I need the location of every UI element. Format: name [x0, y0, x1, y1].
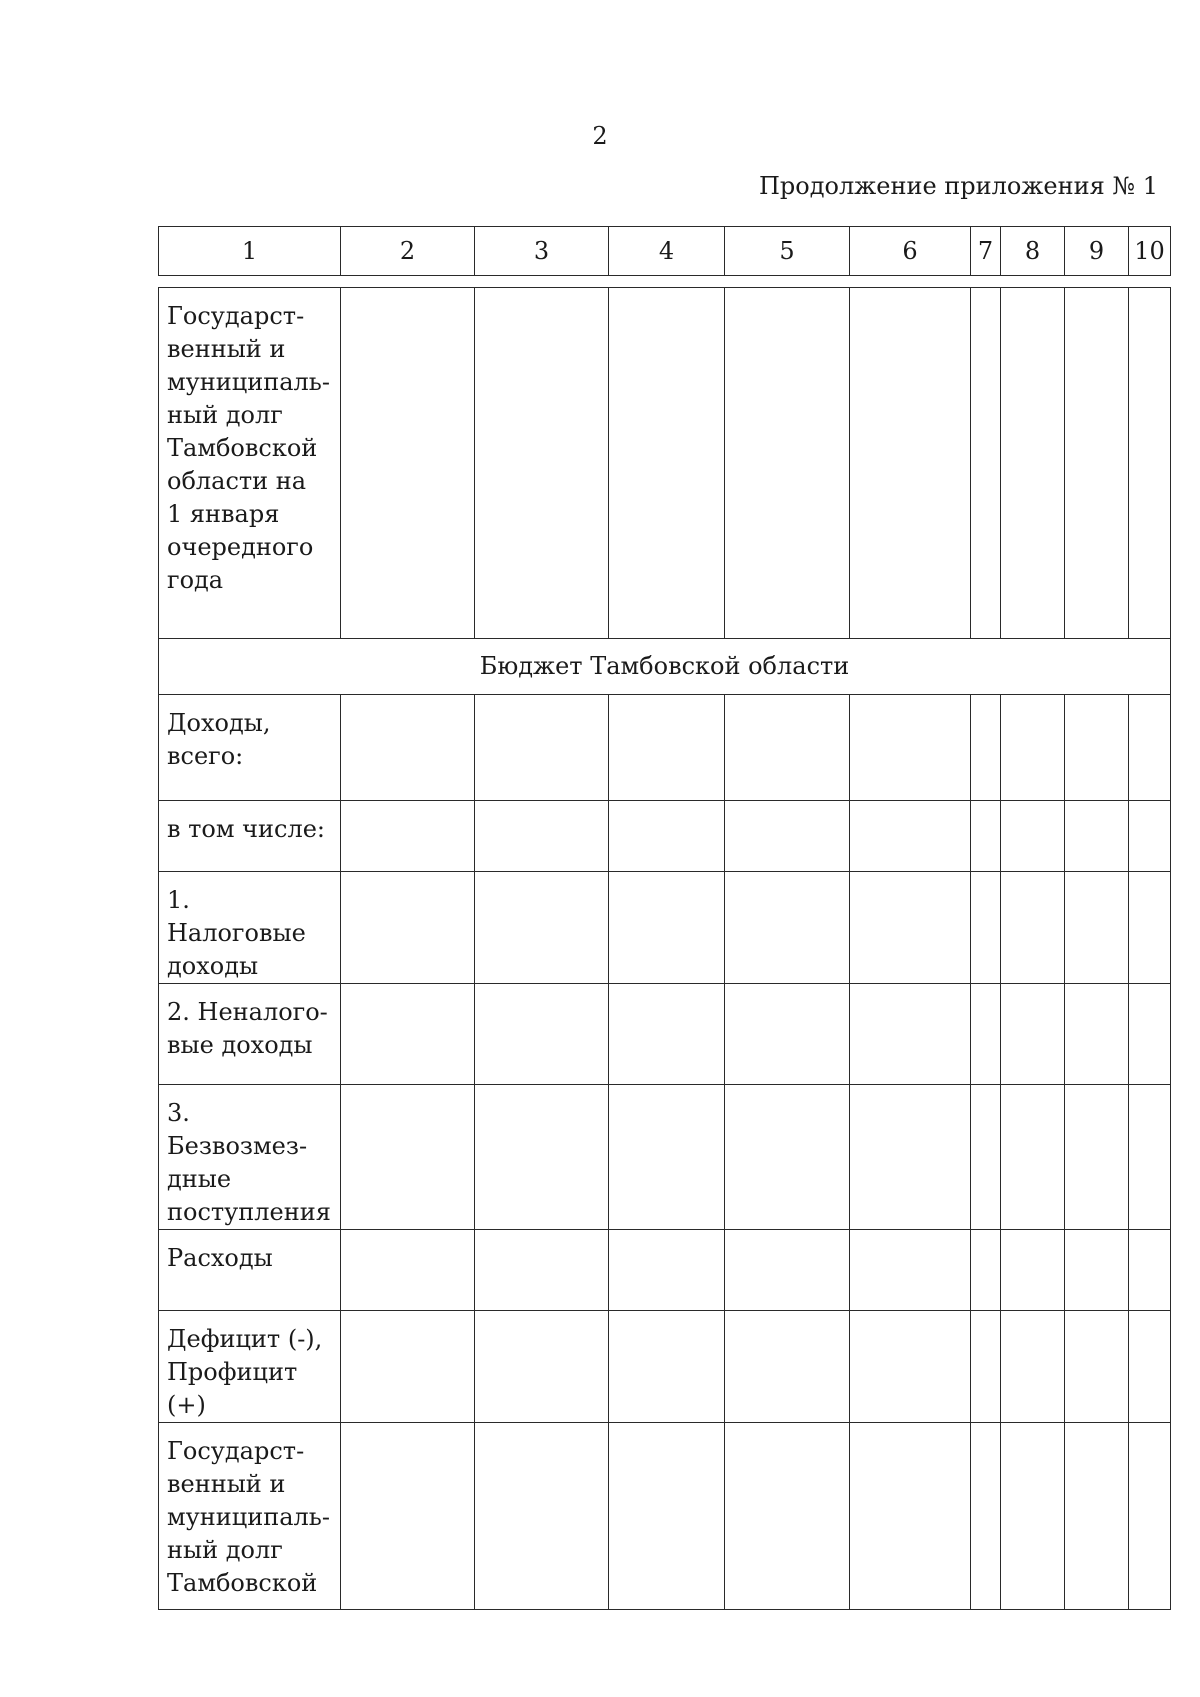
- value-cell: [609, 1311, 725, 1423]
- row-label-text: Доходы, всего:: [167, 709, 271, 770]
- row-label-text: в том числе:: [167, 815, 326, 843]
- value-cell: [971, 695, 1001, 801]
- value-cell: [725, 1230, 850, 1311]
- page-number: 2: [592, 122, 608, 150]
- value-cell: [971, 1423, 1001, 1610]
- value-cell: [1065, 1230, 1129, 1311]
- value-cell: [1001, 1085, 1065, 1230]
- value-cell: [971, 984, 1001, 1085]
- row-label: [159, 1085, 341, 1230]
- value-cell: [850, 1423, 971, 1610]
- value-cell: [1001, 801, 1065, 872]
- value-cell: [341, 1423, 475, 1610]
- row-label-text: Государст- венный и муниципаль- ный долг Тамбовской области на 1 января очередного года: [167, 302, 330, 594]
- value-cell: [609, 1085, 725, 1230]
- table-row: [159, 1230, 1171, 1311]
- column-number-10: 10: [1129, 227, 1171, 276]
- row-label: [159, 1230, 341, 1311]
- budget-indicators-table: [158, 287, 1171, 1610]
- value-cell: [1065, 1311, 1129, 1423]
- value-cell: [475, 1311, 609, 1423]
- value-cell: [725, 872, 850, 984]
- value-cell: [850, 984, 971, 1085]
- value-cell: [1065, 984, 1129, 1085]
- value-cell: [850, 801, 971, 872]
- value-cell: [1129, 801, 1171, 872]
- value-cell: [725, 984, 850, 1085]
- value-cell: [341, 1230, 475, 1311]
- row-label-text: Расходы: [167, 1244, 273, 1272]
- value-cell: [971, 1085, 1001, 1230]
- value-cell: [1065, 288, 1129, 639]
- table-row: [159, 695, 1171, 801]
- value-cell: [850, 695, 971, 801]
- value-cell: [341, 1311, 475, 1423]
- table-row: [159, 984, 1171, 1085]
- value-cell: [475, 984, 609, 1085]
- value-cell: [609, 984, 725, 1085]
- value-cell: [609, 1423, 725, 1610]
- value-cell: [341, 872, 475, 984]
- column-number-8: 8: [1001, 227, 1065, 276]
- value-cell: [1065, 801, 1129, 872]
- value-cell: [850, 288, 971, 639]
- table-row: [159, 1311, 1171, 1423]
- value-cell: [475, 1085, 609, 1230]
- row-label: [159, 984, 341, 1085]
- value-cell: [971, 801, 1001, 872]
- section-heading: Бюджет Тамбовской области: [159, 639, 1171, 695]
- value-cell: [1129, 872, 1171, 984]
- row-label: [159, 1311, 341, 1423]
- row-label: [159, 872, 341, 984]
- value-cell: [341, 984, 475, 1085]
- value-cell: [609, 801, 725, 872]
- column-number-9: 9: [1065, 227, 1129, 276]
- table-row: [159, 288, 1171, 639]
- table-row: [159, 1085, 1171, 1230]
- value-cell: [475, 288, 609, 639]
- row-label-text: 1. Налоговые доходы: [167, 886, 306, 980]
- value-cell: [341, 695, 475, 801]
- value-cell: [725, 801, 850, 872]
- row-label: [159, 1423, 341, 1610]
- value-cell: [971, 288, 1001, 639]
- value-cell: [850, 872, 971, 984]
- value-cell: [850, 1230, 971, 1311]
- value-cell: [971, 1230, 1001, 1311]
- row-label: [159, 695, 341, 801]
- value-cell: [1001, 984, 1065, 1085]
- value-cell: [475, 801, 609, 872]
- value-cell: [1001, 1230, 1065, 1311]
- value-cell: [1001, 288, 1065, 639]
- column-number-4: 4: [609, 227, 725, 276]
- value-cell: [1129, 288, 1171, 639]
- row-label: [159, 288, 341, 639]
- value-cell: [475, 695, 609, 801]
- value-cell: [609, 872, 725, 984]
- value-cell: [1129, 1230, 1171, 1311]
- value-cell: [609, 288, 725, 639]
- value-cell: [341, 1085, 475, 1230]
- value-cell: [475, 1230, 609, 1311]
- value-cell: [1001, 1423, 1065, 1610]
- value-cell: [1001, 695, 1065, 801]
- value-cell: [725, 1423, 850, 1610]
- row-label-text: Государст- венный и муниципаль- ный долг Тамбовской: [167, 1437, 330, 1597]
- row-label-text: 2. Неналого- вые доходы: [167, 998, 328, 1059]
- value-cell: [1129, 1085, 1171, 1230]
- value-cell: [1065, 1423, 1129, 1610]
- value-cell: [1129, 1311, 1171, 1423]
- value-cell: [1129, 695, 1171, 801]
- value-cell: [1065, 1085, 1129, 1230]
- value-cell: [1065, 872, 1129, 984]
- row-label-text: 3. Безвозмез- дные поступления: [167, 1099, 331, 1226]
- table-row: [159, 872, 1171, 984]
- value-cell: [475, 872, 609, 984]
- column-number-5: 5: [725, 227, 850, 276]
- value-cell: [475, 1423, 609, 1610]
- value-cell: [341, 801, 475, 872]
- table-row: [159, 639, 1171, 695]
- table-row: [159, 1423, 1171, 1610]
- column-number-header: [158, 226, 1171, 276]
- value-cell: [725, 288, 850, 639]
- value-cell: [341, 288, 475, 639]
- table-row: [159, 801, 1171, 872]
- column-number-6: 6: [850, 227, 971, 276]
- value-cell: [609, 695, 725, 801]
- value-cell: [971, 872, 1001, 984]
- value-cell: [1001, 872, 1065, 984]
- value-cell: [725, 695, 850, 801]
- value-cell: [850, 1085, 971, 1230]
- column-number-3: 3: [475, 227, 609, 276]
- column-number-2: 2: [341, 227, 475, 276]
- value-cell: [1129, 1423, 1171, 1610]
- value-cell: [1129, 984, 1171, 1085]
- value-cell: [609, 1230, 725, 1311]
- appendix-continuation-note: Продолжение приложения № 1: [758, 172, 1158, 200]
- value-cell: [971, 1311, 1001, 1423]
- value-cell: [1065, 695, 1129, 801]
- row-label-text: Дефицит (-), Профицит (+): [167, 1325, 323, 1419]
- value-cell: [1001, 1311, 1065, 1423]
- value-cell: [850, 1311, 971, 1423]
- value-cell: [725, 1085, 850, 1230]
- column-number-7: 7: [971, 227, 1001, 276]
- value-cell: [725, 1311, 850, 1423]
- row-label: [159, 801, 341, 872]
- column-number-1: 1: [159, 227, 341, 276]
